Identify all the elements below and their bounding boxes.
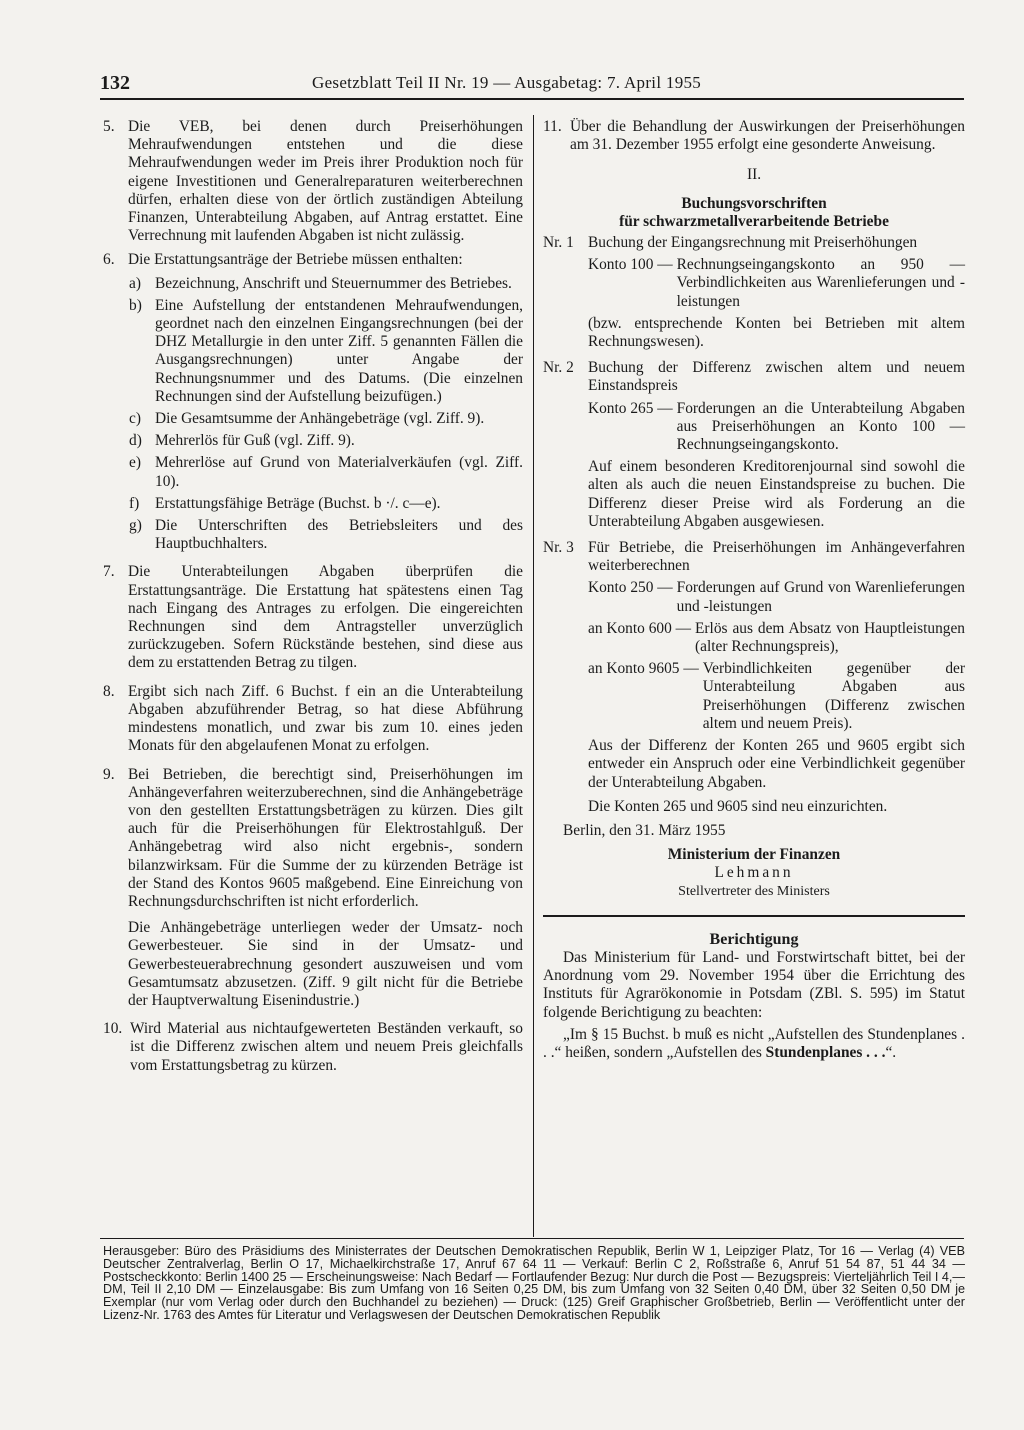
sub-item (103, 517, 523, 553)
item-text: Die VEB, bei denen durch Preiserhöhungen Mehraufwendungen entstehen und die diese Mehraufwendungen weder im Preis ihrer Produktion noch für eigene Investitionen und Generalreparaturen weiterberechnen dürfen, erhalten diese von der örtlich zuständigen Abteilung Finanzen, Unterabteilung Abgaben, auf Antrag erstattet. Eine Verrechnung mit laufenden Abgaben ist nicht zulässig. (128, 118, 523, 245)
account-label: an Konto 600 — (588, 619, 692, 637)
item-number: 7. (103, 563, 115, 581)
sub-item (103, 495, 523, 513)
item-text: Bei Betrieben, die berechtigt sind, Preiserhöhungen im Anhängeverfahren weiterzuberechnen, sind die Anhängebeträge von den gestellten Erstattungsbeträgen zu kürzen. Dies gilt auch für die Preiserhöhungen für Elektrostahlguß. Der Anhängebetrag wird also nicht ergebnis-, sondern bilanzwirksam. Für die Summe der zu kürzenden Beträge ist der Stand des Kontos 9605 maßgebend. Eine Einreichung von Rechnungsdurchschriften ist nicht erforderlich. (128, 765, 523, 910)
account-description: Forderungen auf Grund von Warenlieferungen und -leistungen (676, 579, 965, 615)
account-label: an Konto 9605 — (588, 660, 699, 678)
sub-text: Eine Aufstellung der entstandenen Mehraufwendungen, geordnet nach den einzelnen Eingangsrechnungen (bei der DHZ Metallurgie in den unter Ziff. 5 genannten Fällen die Ausgangsrechnungen) unter Angabe der Rechnungsnummer und des Datums. (Die einzelnen Rechnungen sind der Aufstellung beizufügen.) (155, 296, 523, 405)
list-item (103, 563, 523, 672)
sub-item (103, 275, 523, 293)
item-text: Die Unterabteilungen Abgaben überprüfen die Erstattungsanträge. Die Erstattung hat spätestens einen Tag nach Eingang des Antrages zu erfolgen. Die eingereichten Rechnungen sind dem Antragsteller unverzüglich zurückzugeben. Sofern Rückstände bestehen, sind diese aus dem zu erstattenden Betrag zu tilgen. (128, 563, 523, 672)
account-entry (588, 579, 965, 615)
account-entry (588, 400, 965, 455)
rule-text: Buchung der Eingangsrechnung mit Preiserhöhungen (588, 234, 918, 252)
correction-text: Das Ministerium für Land- und Forstwirtschaft bittet, bei der Anordnung vom 29. November 1954 über die Errichtung des Instituts für Agrarökonomie in Potsdam (ZBl. S. 595) im Statut folgende Berichtigung zu beachten: (543, 948, 965, 1021)
sub-item (103, 432, 523, 450)
ministry-name: Ministerium der Finanzen (667, 846, 841, 864)
account-label: Konto 265 — (588, 399, 673, 417)
left-column (103, 118, 523, 1080)
place-date: Berlin, den 31. März 1955 (563, 821, 726, 839)
section-subheading: für schwarzmetallverarbeitende Betriebe (619, 212, 889, 230)
page-number: 132 (100, 72, 130, 94)
footer-rule (100, 1238, 964, 1239)
sub-text: Bezeichnung, Anschrift und Steuernummer des Betriebes. (155, 274, 512, 292)
section-number: II. (746, 166, 762, 184)
item-number: 11. (543, 118, 562, 135)
sub-letter: b) (129, 296, 142, 314)
item-number: 8. (103, 682, 115, 700)
rule-text: Für Betriebe, die Preiserhöhungen im Anhängeverfahren weiterberechnen (588, 539, 965, 575)
rule-note: (bzw. entsprechende Konten bei Betrieben mit altem Rechnungswesen). (588, 314, 965, 351)
item-text: Wird Material aus nichtaufgewerteten Beständen verkauft, so ist die Differenz zwischen altem und neuem Preis gleichfalls vom Erstattungsbetrag zu kürzen. (130, 1020, 523, 1074)
booking-rule (543, 359, 965, 531)
booking-rule (543, 234, 965, 351)
rule-note: Die Konten 265 und 9605 sind neu einzurichten. (588, 797, 888, 815)
publisher-imprint: Herausgeber: Büro des Präsidiums des Ministerrates der Deutschen Demokratischen Republik, Berlin W 1, Leipziger Platz, Tor 16 — Verlag (4) VEB Deutscher Zentralverlag, Berlin O 17, Michaelkirchstraße 17, Anruf 67 64 11 — Verkauf: Berlin C 2, Roßstraße 6, Anruf 51 54 87, 51 44 34 — Postscheckkonto: Berlin 1400 25 — Erscheinungsweise: Nach Bedarf — Fortlaufender Bezug: Nur durch die Post — Bezugspreis: Vierteljährlich Teil I 4,— DM, Teil II 2,10 DM — Einzelausgabe: Bis zum Umfang von 16 Seiten 0,25 DM, bis zum Umfang von 32 Seiten 0,40 DM, über 32 Seiten 0,50 DM je Exemplar (nur vom Verlag oder durch den Buchhandel zu beziehen) — Druck: (125) Greif Graphischer Großbetrieb, Berlin — Veröffentlicht unter der Lizenz-Nr. 1763 des Amtes für Literatur und Verlagswesen der Deutschen Demokratischen Republik (103, 1244, 965, 1322)
section-heading: Buchungsvorschriften (681, 194, 827, 212)
list-item (103, 251, 523, 269)
rule-number: Nr. 1 (543, 234, 574, 252)
item-text: Die Erstattungsanträge der Betriebe müssen enthalten: (128, 251, 463, 269)
list-item (103, 1020, 523, 1075)
sub-item (103, 454, 523, 490)
sub-letter: d) (129, 432, 142, 450)
account-entry (588, 256, 965, 311)
correction-quote (543, 1026, 965, 1062)
column-divider (533, 115, 534, 1237)
rule-note: Aus der Differenz der Konten 265 und 9605 ergibt sich entweder ein Anspruch oder eine Verbindlichkeit gegenüber der Unterabteilung Abgaben. (588, 737, 965, 791)
sub-letter: c) (129, 410, 141, 428)
right-column (543, 118, 965, 1062)
rule-number: Nr. 2 (543, 359, 574, 377)
running-title: Gesetzblatt Teil II Nr. 19 — Ausgabetag: 7. April 1955 (312, 73, 702, 92)
list-item (103, 766, 523, 1011)
booking-rule (543, 539, 965, 816)
account-label: Konto 250 — (588, 579, 673, 597)
signer-name: Lehmann (714, 864, 794, 882)
rule-note: Auf einem besonderen Kreditorenjournal sind sowohl die alten als auch die neuen Einstandspreise zu buchen. Die Differenz dieser Preise wird als Forderung an die Unterabteilung Abgaben ausgewiesen. (588, 458, 965, 530)
list-item (103, 118, 523, 245)
sub-item (103, 410, 523, 428)
correction-title: Berichtigung (709, 930, 799, 948)
account-label: Konto 100 — (588, 256, 673, 274)
account-description: Erlös aus dem Absatz von Hauptleistungen (alter Rechnungspreis), (695, 619, 965, 656)
sub-letter: e) (129, 454, 141, 472)
page-header (100, 72, 964, 96)
sub-text: Die Gesamtsumme der Anhängebeträge (vgl. Ziff. 9). (155, 410, 485, 428)
quote-end: “. (885, 1043, 897, 1061)
sub-text: Mehrerlös für Guß (vgl. Ziff. 9). (155, 432, 355, 450)
account-entry (588, 620, 965, 656)
sub-item (103, 297, 523, 406)
item-number: 6. (103, 251, 115, 269)
sub-text: Die Unterschriften des Betriebsleiters und des Hauptbuchhalters. (155, 517, 523, 553)
account-entry (588, 660, 965, 733)
list-item (103, 683, 523, 756)
sub-letter: a) (129, 274, 141, 292)
account-description: Verbindlichkeiten gegenüber der Unterabteilung Abgaben aus Preiserhöhungen (Differenz zwischen altem und neuem Preis). (702, 660, 965, 732)
sub-letter: g) (129, 517, 142, 535)
rule-text: Buchung der Differenz zwischen altem und neuem Einstandspreis (588, 359, 965, 395)
rule-number: Nr. 3 (543, 539, 574, 557)
item-text-continued: Die Anhängebeträge unterliegen weder der Umsatz- noch Gewerbesteuer. Sie sind in der Umsatz- und Gewerbesteuerabrechnung gesondert auszuweisen und vom Gesamtumsatz abzusetzen. (Ziff. 9 gilt nicht für die Betriebe der Hauptverwaltung Eisenindustrie.) (128, 919, 523, 1009)
sub-letter: f) (129, 494, 140, 512)
sub-text: Erstattungsfähige Beträge (Buchst. b ·/. c—e). (155, 494, 441, 512)
item-number: 5. (103, 118, 115, 135)
item-text: Ergibt sich nach Ziff. 6 Buchst. f ein an die Unterabteilung Abgaben abzuführender Betrag, so hat diese Abführung mindestens monatlich, und zwar bis zum 10. eines jeden Monats für den abgelaufenen Monat zu erfolgen. (128, 682, 523, 755)
quote-text: „Im § 15 Buchst. b muß es nicht „Aufstellen des Stundenplanes . . .“ heißen, sondern „Aufstellen des (543, 1025, 965, 1061)
sub-text: Mehrerlöse auf Grund von Materialverkäufen (vgl. Ziff. 10). (155, 454, 523, 490)
account-description: Rechnungseingangskonto an 950 — Verbindlichkeiten aus Warenlieferungen und -leistungen (676, 256, 965, 310)
account-description: Forderungen an die Unterabteilung Abgaben aus Preiserhöhungen an Konto 100 — Rechnungseingangskonto. (676, 399, 965, 454)
list-item (543, 118, 965, 154)
signer-title: Stellvertreter des Ministers (678, 883, 830, 899)
item-text: Über die Behandlung der Auswirkungen der Preiserhöhungen am 31. Dezember 1955 erfolgt eine gesonderte Anweisung. (570, 118, 965, 154)
correction-rule (543, 915, 965, 917)
item-number: 9. (103, 765, 115, 783)
quote-emphasis: Stundenplanes . . . (765, 1043, 886, 1061)
header-rule (100, 98, 964, 100)
item-number: 10. (103, 1020, 123, 1038)
